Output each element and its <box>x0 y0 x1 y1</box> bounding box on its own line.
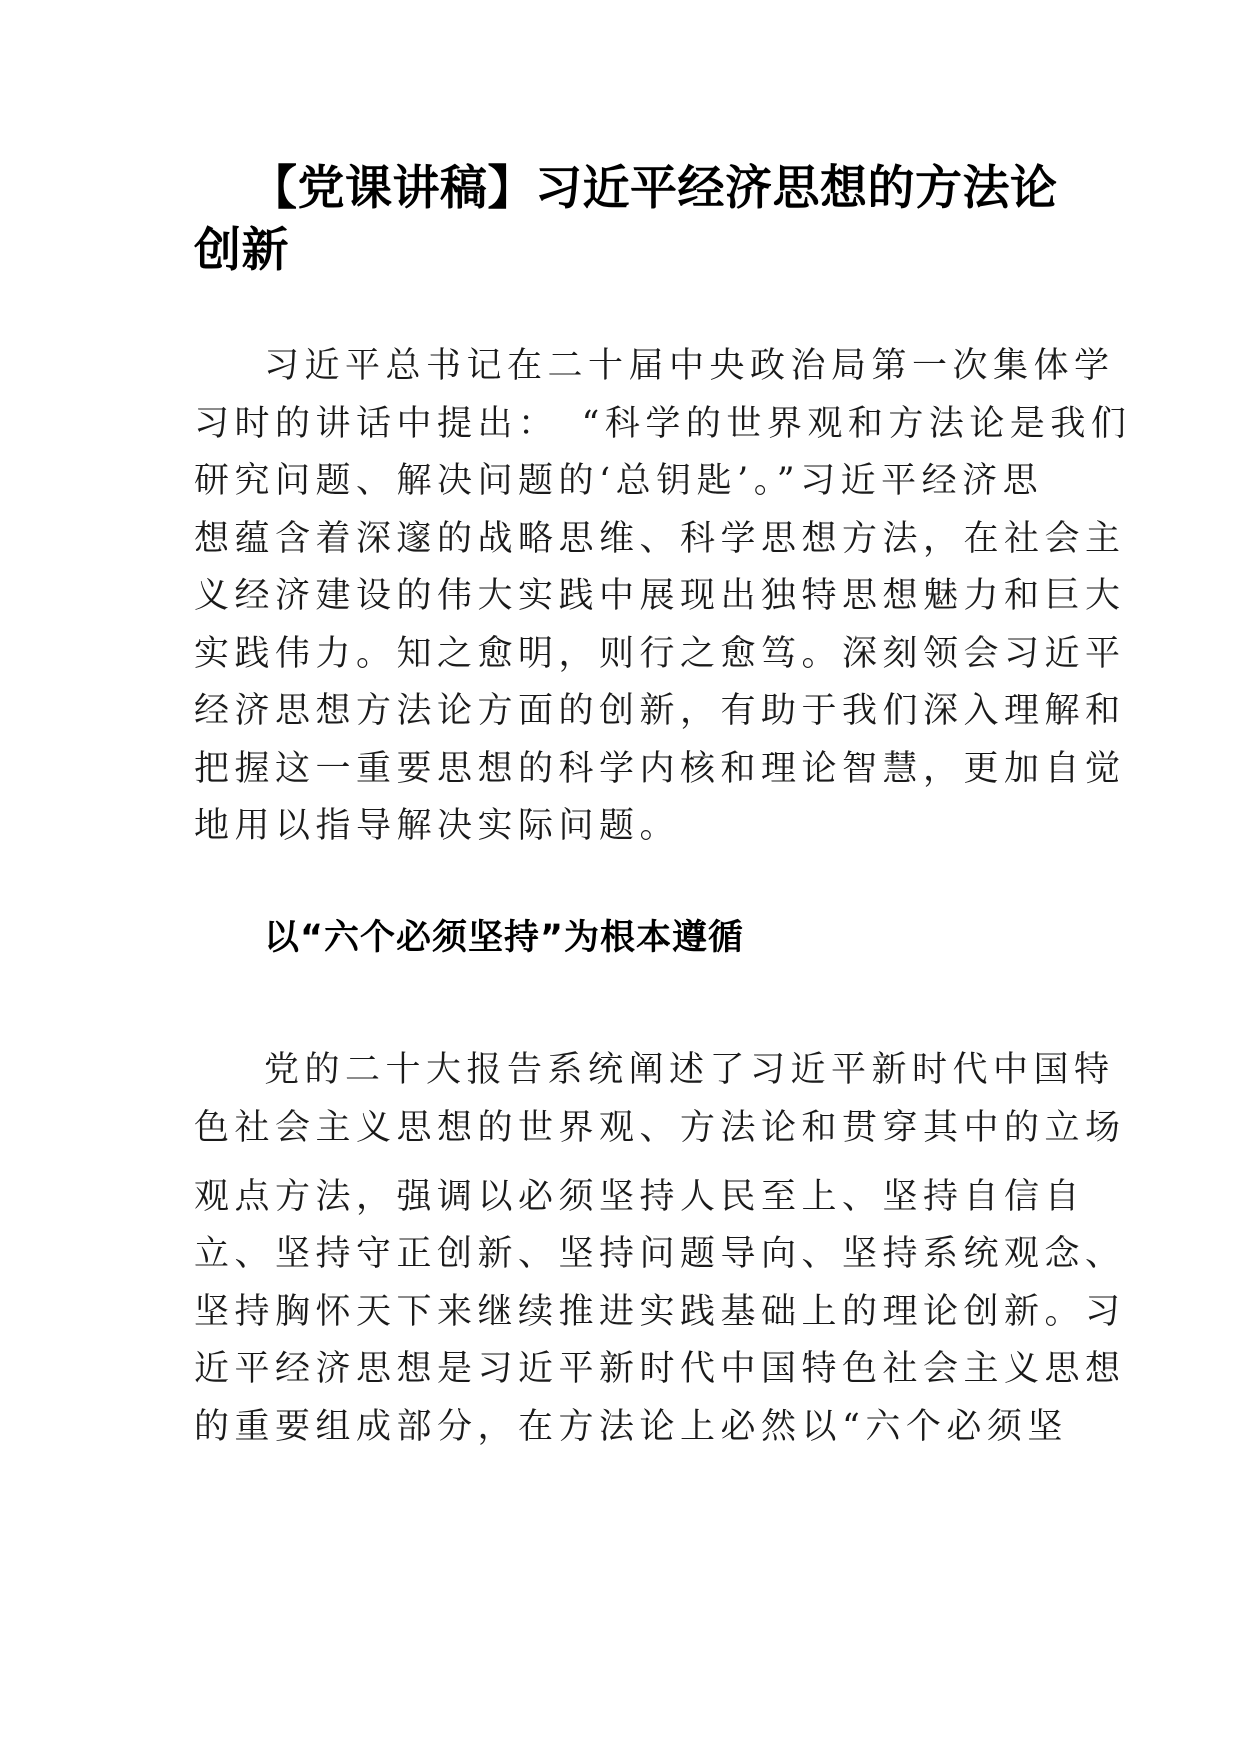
paragraph-line: 立、坚持守正创新、坚持问题导向、坚持系统观念、 <box>194 1234 1126 1274</box>
paragraph-line: 的重要组成部分，在方法论上必然以“六个必须坚 <box>194 1406 1068 1447</box>
paragraph-line: 近平经济思想是习近平新时代中国特色社会主义思想 <box>194 1349 1126 1389</box>
paragraph-line: 把握这一重要思想的科学内核和理论智慧，更加自觉 <box>194 748 1126 789</box>
section-paragraph <box>194 1042 1126 1456</box>
paragraph-line: 党的二十大报告系统阐述了习近平新时代中国特 <box>264 1050 1115 1090</box>
document-title: 【党课讲稿】习近平经济思想的方法论创新 <box>194 161 1058 278</box>
paragraph-line: 习时的讲话中提出： “科学的世界观和方法论是我们 <box>194 403 1132 444</box>
paragraph-line: 想蕴含着深邃的战略思维、科学思想方法，在社会主 <box>194 518 1126 559</box>
paragraph-line: 实践伟力。知之愈明，则行之愈笃。深刻领会习近平 <box>194 633 1126 674</box>
intro-paragraph <box>194 338 1131 856</box>
paragraph-line: 研究问题、解决问题的‘总钥匙’。”习近平经济思 <box>194 461 1044 501</box>
paragraph-line: 习近平总书记在二十届中央政治局第一次集体学 <box>264 346 1115 386</box>
paragraph-line: 色社会主义思想的世界观、方法论和贯穿其中的立场 <box>194 1107 1126 1148</box>
paragraph-line: 坚持胸怀天下来继续推进实践基础上的理论创新。习 <box>194 1291 1126 1332</box>
paragraph-line: 经济思想方法论方面的创新，有助于我们深入理解和 <box>194 691 1126 731</box>
paragraph-line: 地用以指导解决实际问题。 <box>194 806 681 846</box>
paragraph-line: 义经济建设的伟大实践中展现出独特思想魅力和巨大 <box>194 576 1126 616</box>
paragraph-line: 观点方法，强调以必须坚持人民至上、坚持自信自 <box>194 1177 1086 1217</box>
section-heading: 以“六个必须坚持”为根本遵循 <box>264 918 745 958</box>
